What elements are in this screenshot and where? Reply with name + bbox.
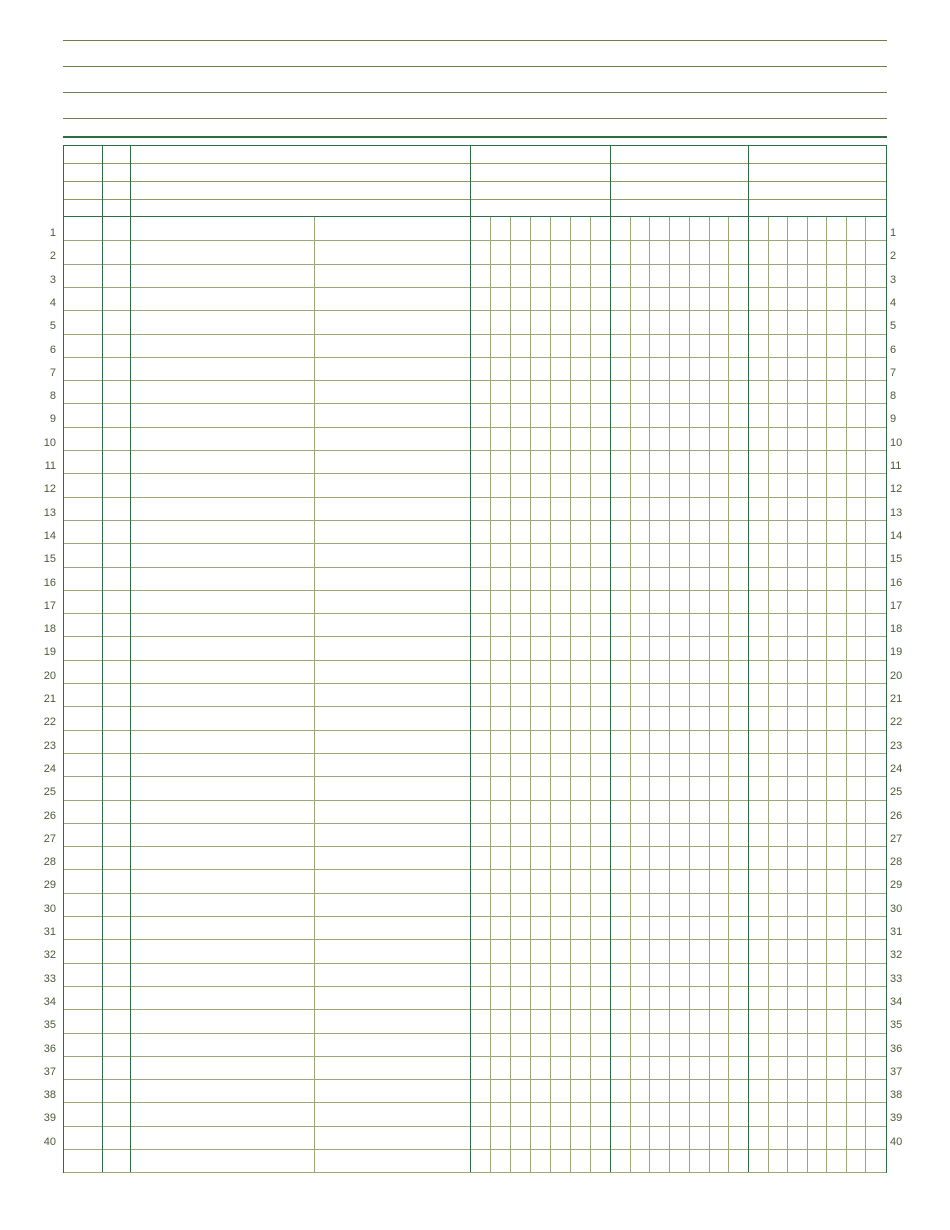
row-number: 22 [890,716,903,729]
row-number: 8 [890,390,897,403]
row-number: 40 [890,1135,903,1148]
row-divider [64,613,886,614]
row-number: 27 [43,832,56,845]
row-divider [64,334,886,335]
ledger-body-rows [64,217,886,1172]
row-number: 21 [43,693,56,705]
row-divider [64,636,886,637]
row-number: 8 [49,390,56,403]
row-number: 37 [43,1065,56,1078]
row-divider [64,403,886,404]
row-number: 10 [890,436,903,449]
row-divider [64,264,886,265]
row-number: 36 [43,1042,56,1055]
row-number: 20 [890,669,903,682]
row-number-gutter-left [22,145,56,1173]
row-number: 33 [890,972,903,985]
heading-line-2 [64,181,886,182]
row-divider [64,1009,886,1010]
row-number: 13 [890,506,903,519]
row-divider [64,753,886,754]
row-number: 10 [43,436,56,449]
header-line-2 [63,66,887,67]
column-rule-minor [314,217,315,1172]
money-column-rule [846,217,847,1172]
row-number: 31 [890,926,903,938]
row-number: 5 [49,320,56,333]
money-column-rule [826,217,827,1172]
money-column-rule [787,217,788,1172]
row-divider [64,730,886,731]
column-rule-major [470,146,471,1172]
row-number: 19 [43,646,56,659]
row-number: 12 [43,483,56,496]
row-divider [64,800,886,801]
row-number: 19 [890,646,903,659]
row-number: 9 [49,413,56,426]
row-number: 18 [43,623,56,636]
row-number: 31 [43,926,56,938]
money-column-rule [728,217,729,1172]
row-divider [64,963,886,964]
money-column-rule [768,217,769,1172]
row-number: 22 [43,716,56,729]
row-number: 6 [49,343,56,356]
row-divider [64,520,886,521]
row-divider [64,287,886,288]
row-divider [64,1149,886,1150]
row-number: 14 [890,529,903,542]
money-column-rule [550,217,551,1172]
row-number: 35 [890,1019,903,1032]
row-number: 24 [890,762,903,775]
money-column-rule [570,217,571,1172]
row-number: 1 [49,227,56,239]
row-number: 32 [43,949,56,962]
row-number: 28 [43,856,56,869]
column-rule-major [610,146,611,1172]
row-divider [64,1033,886,1034]
column-rule-major [130,146,131,1172]
money-column-rule [669,217,670,1172]
row-number: 34 [43,995,56,1008]
row-divider [64,357,886,358]
money-column-rule [689,217,690,1172]
row-number: 38 [43,1089,56,1102]
row-number: 4 [890,296,897,309]
header-writing-lines [63,40,887,136]
row-number: 33 [43,972,56,985]
row-number: 11 [890,460,902,472]
row-number: 18 [890,623,903,636]
row-divider [64,1102,886,1103]
row-number: 28 [890,856,903,869]
row-number: 30 [890,902,903,915]
row-number: 37 [890,1065,903,1078]
row-number: 11 [44,460,56,472]
row-number: 34 [890,995,903,1008]
row-number: 4 [49,296,56,309]
row-number: 24 [43,762,56,775]
row-divider [64,986,886,987]
row-divider [64,706,886,707]
row-divider [64,427,886,428]
row-divider [64,1079,886,1080]
money-column-rule [649,217,650,1172]
row-divider [64,683,886,684]
row-number: 25 [890,786,903,799]
row-number: 2 [49,250,56,263]
row-divider [64,660,886,661]
row-divider [64,916,886,917]
row-number: 35 [43,1019,56,1032]
row-divider [64,1126,886,1127]
row-number: 16 [890,576,903,589]
money-column-rule [709,217,710,1172]
row-number: 38 [890,1089,903,1102]
row-number: 23 [43,739,56,752]
header-line-4 [63,118,887,119]
row-number: 27 [890,832,903,845]
row-number: 7 [49,366,56,379]
watermark-text [199,822,529,844]
row-divider [64,893,886,894]
row-number: 29 [890,879,903,892]
row-number: 15 [43,553,56,566]
row-number: 12 [890,483,903,496]
ledger-heading-band [64,146,886,217]
money-column-rule [807,217,808,1172]
row-number: 3 [49,273,56,286]
row-number: 21 [890,693,903,705]
row-number: 32 [890,949,903,962]
heading-line-1 [64,163,886,164]
row-divider [64,1056,886,1057]
money-column-rule [530,217,531,1172]
row-divider [64,590,886,591]
row-number: 6 [890,343,897,356]
row-number: 20 [43,669,56,682]
row-divider [64,869,886,870]
row-divider [64,380,886,381]
row-divider [64,567,886,568]
row-number: 26 [890,809,903,822]
row-divider [64,473,886,474]
row-number-gutter-right [890,145,924,1173]
row-number: 16 [43,576,56,589]
row-divider [64,939,886,940]
row-divider [64,310,886,311]
row-number: 13 [43,506,56,519]
row-number: 23 [890,739,903,752]
row-number: 26 [43,809,56,822]
row-number: 29 [43,879,56,892]
row-divider [64,240,886,241]
row-divider [64,846,886,847]
row-divider [64,776,886,777]
money-column-rule [590,217,591,1172]
column-rule-major [748,146,749,1172]
row-divider [64,543,886,544]
row-number: 30 [43,902,56,915]
row-number: 3 [890,273,897,286]
money-column-rule [490,217,491,1172]
row-number: 7 [890,366,897,379]
money-column-rule [630,217,631,1172]
row-number: 39 [43,1112,56,1125]
money-column-rule [510,217,511,1172]
row-number: 5 [890,320,897,333]
row-number: 40 [43,1135,56,1148]
row-divider [64,450,886,451]
row-number: 17 [43,599,56,612]
heading-line-3 [64,199,886,200]
row-divider [64,1172,886,1173]
row-number: 39 [890,1112,903,1125]
row-number: 1 [890,227,897,239]
row-number: 2 [890,250,897,263]
row-number: 25 [43,786,56,799]
money-column-rule [865,217,866,1172]
header-heavy-rule [63,136,887,138]
row-number: 14 [43,529,56,542]
row-number: 15 [890,553,903,566]
row-number: 9 [890,413,897,426]
column-rule-major [102,146,103,1172]
row-divider [64,497,886,498]
header-line-3 [63,92,887,93]
row-number: 36 [890,1042,903,1055]
ledger-grid [63,145,887,1173]
header-line-1 [63,40,887,41]
row-number: 17 [890,599,903,612]
